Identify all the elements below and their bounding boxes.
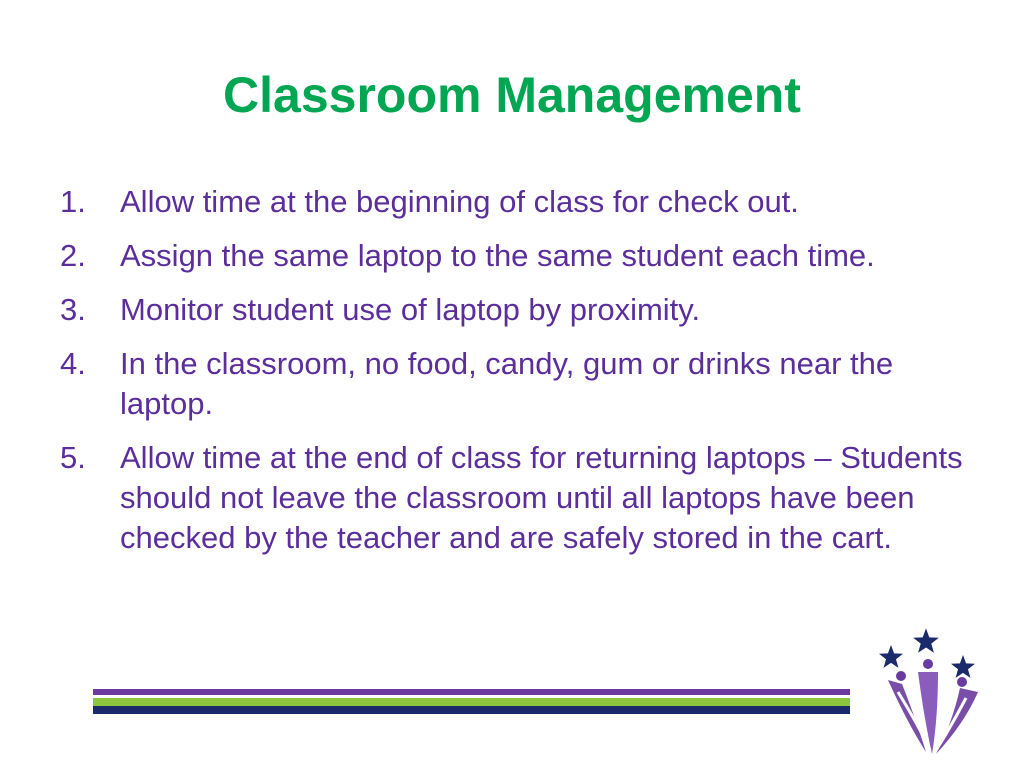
list-item-text: Allow time at the end of class for returning laptops – Students should not leave the classroom until all laptops have been checked by the teacher and are safely stored in the cart. bbox=[120, 440, 963, 555]
list-item-number: 1. bbox=[60, 184, 86, 219]
list-item bbox=[60, 290, 970, 330]
list-item-number: 4. bbox=[60, 346, 86, 381]
list-item-text: In the classroom, no food, candy, gum or drinks near the laptop. bbox=[120, 346, 894, 421]
star-icon bbox=[913, 628, 939, 652]
green-stripe bbox=[93, 698, 850, 706]
list-item bbox=[60, 236, 970, 276]
list-item bbox=[60, 344, 970, 424]
list-item-text: Monitor student use of laptop by proximity. bbox=[120, 292, 701, 327]
star-icon bbox=[879, 645, 903, 668]
navy-stripe bbox=[93, 706, 850, 714]
footer-stripes bbox=[93, 689, 850, 714]
management-list bbox=[60, 182, 970, 572]
stars-people-icon bbox=[868, 628, 998, 758]
list-item-number: 3. bbox=[60, 292, 86, 327]
slide-title: Classroom Management bbox=[223, 67, 801, 123]
list-item bbox=[60, 438, 970, 558]
list-item-text: Assign the same laptop to the same student each time. bbox=[120, 238, 875, 273]
list-item-text: Allow time at the beginning of class for check out. bbox=[120, 184, 799, 219]
list-item bbox=[60, 182, 970, 222]
list-item-number: 2. bbox=[60, 238, 86, 273]
list-item-number: 5. bbox=[60, 440, 86, 475]
star-icon bbox=[951, 655, 975, 678]
